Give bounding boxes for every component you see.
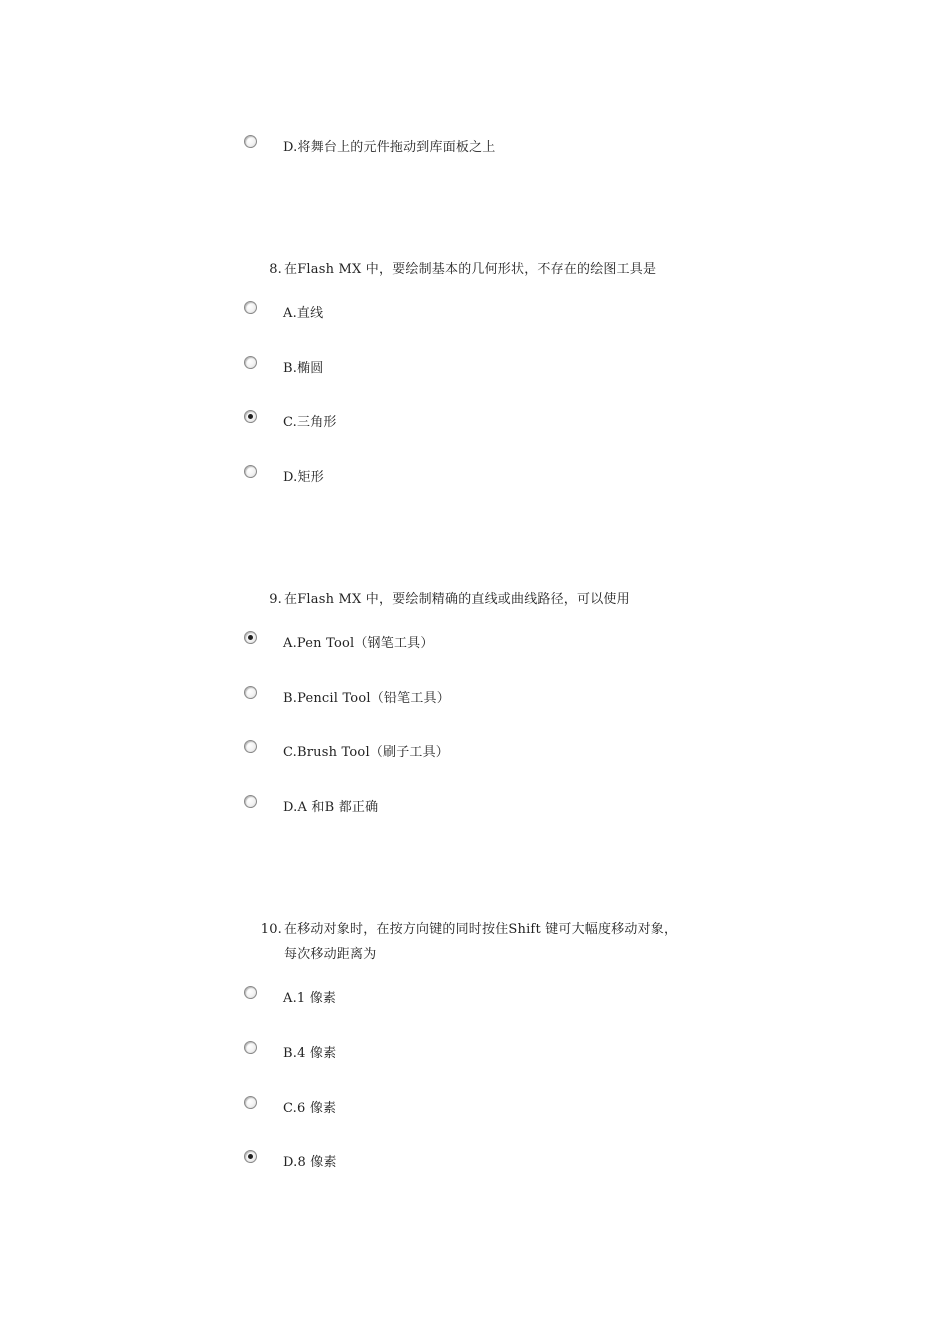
question-text xyxy=(284,587,630,612)
radio-button-selected[interactable] xyxy=(244,1150,257,1163)
radio-button[interactable] xyxy=(244,1096,257,1109)
option-label: C.6 像素 xyxy=(283,1100,337,1116)
option-label: A.Pen Tool（钢笔工具） xyxy=(283,635,434,651)
option-10-d[interactable] xyxy=(244,1148,337,1172)
option-label: A.直线 xyxy=(283,305,324,321)
option-10-c[interactable] xyxy=(244,1094,336,1118)
option-8-d[interactable] xyxy=(244,463,324,487)
question-8 xyxy=(256,257,656,282)
option-label: C.Brush Tool（刷子工具） xyxy=(283,744,450,760)
option-10-a[interactable] xyxy=(244,984,336,1008)
option-10-b[interactable] xyxy=(244,1039,336,1063)
radio-button-selected[interactable] xyxy=(244,631,257,644)
radio-button[interactable] xyxy=(244,301,257,314)
radio-button[interactable] xyxy=(244,686,257,699)
question-line: 在移动对象时，在按方向键的同时按住Shift 键可大幅度移动对象， xyxy=(284,922,678,937)
option-label: D.将舞台上的元件拖动到库面板之上 xyxy=(283,139,496,155)
radio-button[interactable] xyxy=(244,135,257,148)
option-label: B.椭圆 xyxy=(283,360,324,376)
question-number: 10. xyxy=(260,922,282,937)
radio-button[interactable] xyxy=(244,356,257,369)
question-text xyxy=(284,917,677,967)
question-number: 8. xyxy=(269,262,282,277)
option-label: A.1 像素 xyxy=(283,990,337,1006)
option-prev-d[interactable] xyxy=(244,133,496,157)
radio-button[interactable] xyxy=(244,795,257,808)
option-label: B.Pencil Tool（铅笔工具） xyxy=(283,690,450,706)
question-9 xyxy=(256,587,630,612)
option-8-b[interactable] xyxy=(244,354,324,378)
question-10 xyxy=(256,917,677,967)
option-8-a[interactable] xyxy=(244,299,323,323)
radio-button[interactable] xyxy=(244,740,257,753)
option-label: B.4 像素 xyxy=(283,1045,337,1061)
radio-button[interactable] xyxy=(244,465,257,478)
option-9-b[interactable] xyxy=(244,684,450,708)
radio-button[interactable] xyxy=(244,1041,257,1054)
option-8-c[interactable] xyxy=(244,408,337,432)
option-9-c[interactable] xyxy=(244,738,449,762)
question-line: 在Flash MX 中，要绘制精确的直线或曲线路径，可以使用 xyxy=(284,592,630,607)
question-line: 每次移动距离为 xyxy=(284,947,377,962)
question-text xyxy=(284,257,656,282)
option-9-a[interactable] xyxy=(244,629,434,653)
radio-button-selected[interactable] xyxy=(244,410,257,423)
question-number: 9. xyxy=(269,592,282,607)
option-9-d[interactable] xyxy=(244,793,378,817)
option-label: D.矩形 xyxy=(283,469,324,485)
radio-button[interactable] xyxy=(244,986,257,999)
option-label: D.8 像素 xyxy=(283,1154,337,1170)
option-label: D.A 和B 都正确 xyxy=(283,799,379,815)
question-line: 在Flash MX 中，要绘制基本的几何形状，不存在的绘图工具是 xyxy=(284,262,657,277)
option-label: C.三角形 xyxy=(283,414,337,430)
